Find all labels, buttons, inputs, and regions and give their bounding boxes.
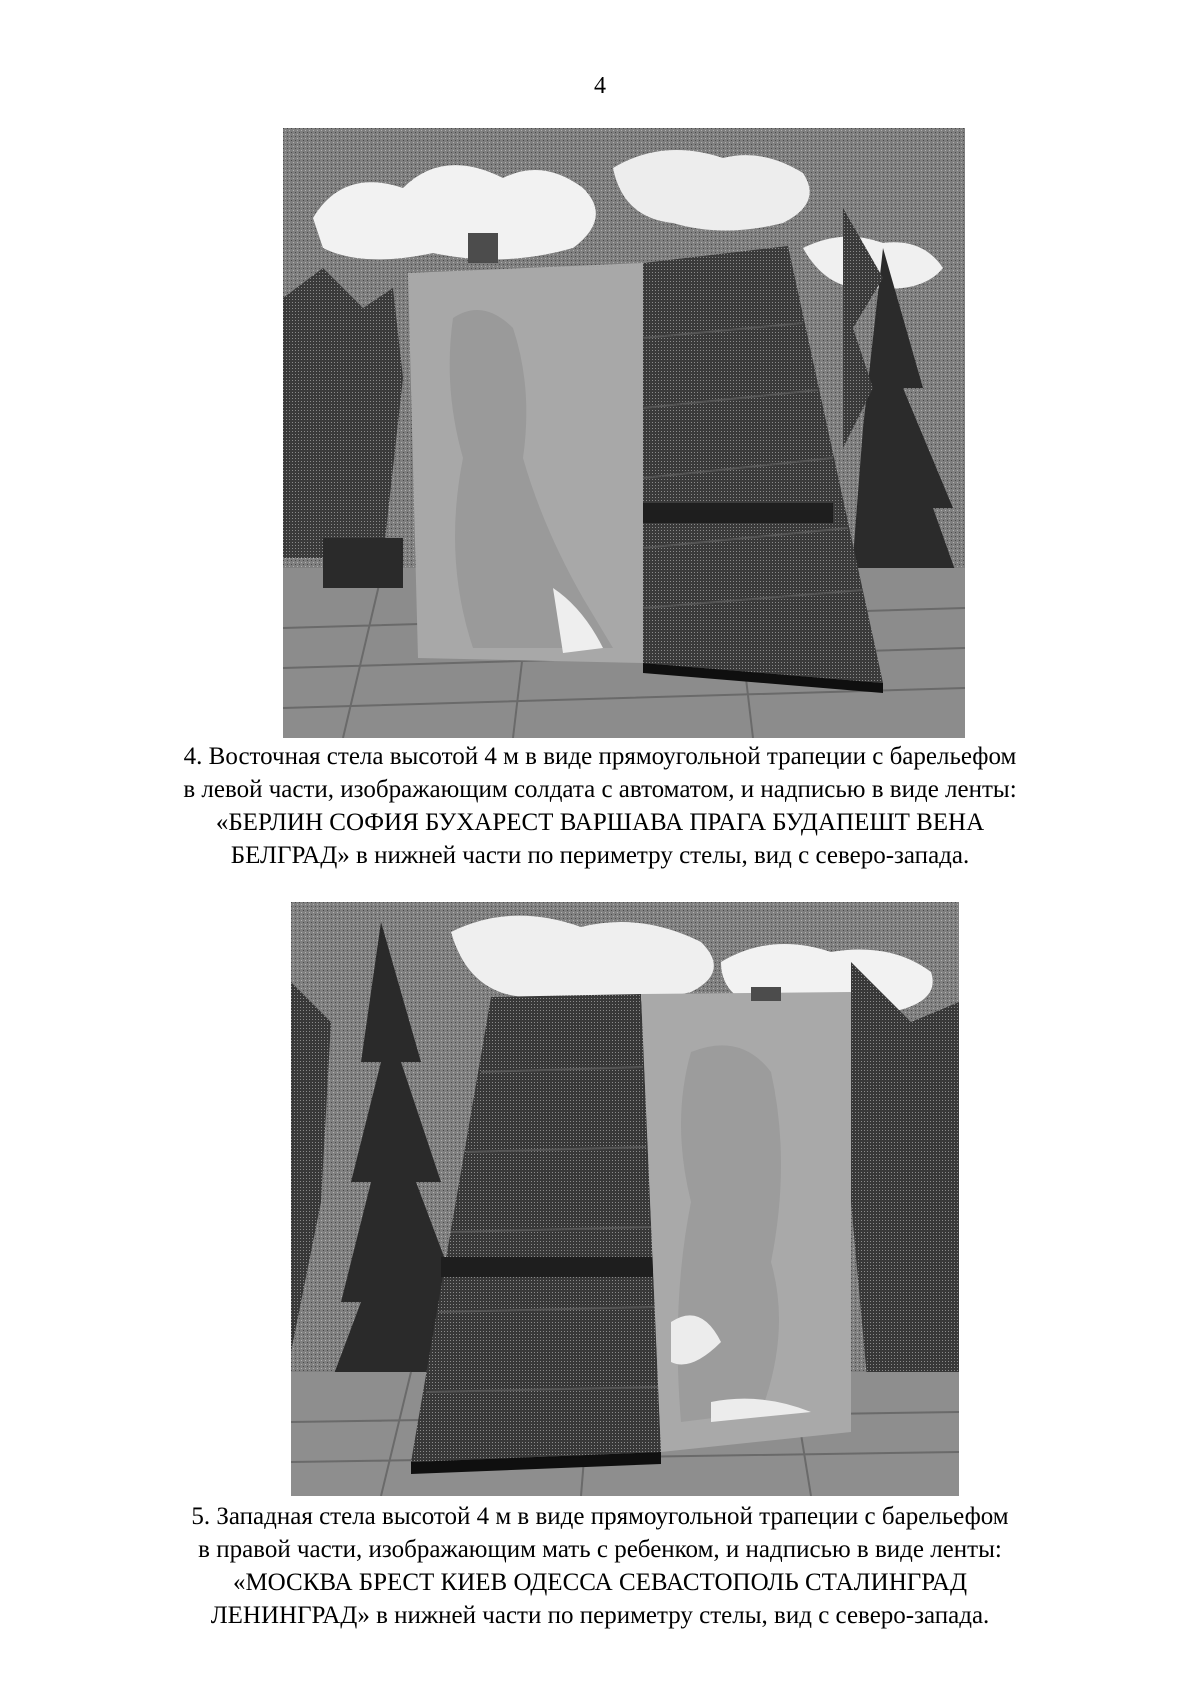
- trees-right: [851, 962, 959, 1422]
- page-number: 4: [594, 73, 606, 99]
- caption-line: 4. Восточная стела высотой 4 м в виде прямоугольной трапеции с барельефом: [183, 743, 1017, 770]
- photo-east-stele: [283, 128, 965, 738]
- photo-west-stele: [291, 902, 959, 1496]
- trees-left: [283, 268, 403, 558]
- stele-top-ornament: [751, 987, 781, 1001]
- caption-west-stele: [0, 1500, 1200, 1632]
- caption-line: в левой части, изображающим солдата с автоматом, и надписью в виде ленты:: [183, 776, 1017, 803]
- distant-monuments: [323, 538, 403, 588]
- caption-line: «БЕРЛИН СОФИЯ БУХАРЕСТ ВАРШАВА ПРАГА БУДАПЕШТ ВЕНА: [215, 809, 985, 836]
- inscription-band: [643, 503, 833, 523]
- caption-line: ЛЕНИНГРАД» в нижней части по периметру стелы, вид с северо-запада.: [210, 1602, 990, 1629]
- inscription-band: [441, 1257, 653, 1277]
- mother-child-relief: [678, 1045, 781, 1422]
- caption-line: в правой части, изображающим мать с ребенком, и надписью в виде ленты:: [198, 1536, 1002, 1563]
- caption-east-stele: [0, 740, 1200, 872]
- caption-line: 5. Западная стела высотой 4 м в виде прямоугольной трапеции с барельефом: [191, 1503, 1009, 1530]
- caption-line: «МОСКВА БРЕСТ КИЕВ ОДЕССА СЕВАСТОПОЛЬ СТАЛИНГРАД: [232, 1569, 968, 1596]
- stele-top-ornament: [468, 233, 498, 263]
- caption-line: БЕЛГРАД» в нижней части по периметру стелы, вид с северо-запада.: [230, 842, 970, 869]
- west-stele-image: [291, 902, 959, 1496]
- east-stele-image: [283, 128, 965, 738]
